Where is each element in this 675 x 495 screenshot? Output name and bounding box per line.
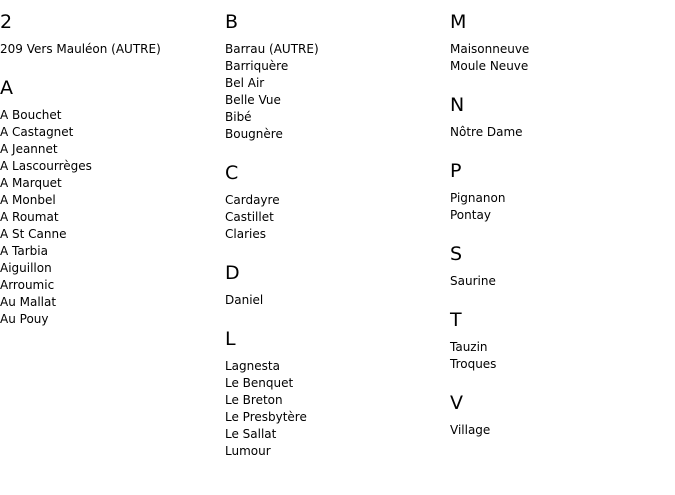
- letter-heading: M: [450, 11, 467, 33]
- place-link[interactable]: A Tarbia: [0, 244, 48, 258]
- place-link[interactable]: Lagnesta: [225, 359, 280, 373]
- place-link[interactable]: Cardayre: [225, 193, 280, 207]
- letter-heading: 2: [0, 11, 13, 33]
- place-list: [450, 124, 675, 141]
- index-column: [0, 0, 225, 328]
- place-link[interactable]: Bibé: [225, 110, 252, 124]
- place-link[interactable]: A Marquet: [0, 176, 62, 190]
- place-link[interactable]: A Lascourrèges: [0, 159, 92, 173]
- place-link[interactable]: Saurine: [450, 274, 496, 288]
- place-list: [450, 422, 675, 439]
- place-link[interactable]: Barriquère: [225, 59, 289, 73]
- place-link[interactable]: Bel Air: [225, 76, 265, 90]
- letter-group: [0, 77, 225, 328]
- letter-heading: A: [0, 77, 13, 99]
- letter-heading: P: [450, 160, 462, 182]
- letter-heading: T: [450, 309, 462, 331]
- place-list: [225, 41, 450, 143]
- place-list: [225, 358, 450, 460]
- place-link[interactable]: A Castagnet: [0, 125, 74, 139]
- letter-heading: V: [450, 392, 463, 414]
- letter-heading: B: [225, 11, 239, 33]
- letter-group: [225, 262, 450, 309]
- place-list: [450, 41, 675, 75]
- index-column: [450, 0, 675, 439]
- place-link[interactable]: Le Presbytère: [225, 410, 307, 424]
- letter-heading: D: [225, 262, 240, 284]
- letter-group: [225, 328, 450, 460]
- place-link[interactable]: Arroumic: [0, 278, 55, 292]
- place-link[interactable]: Le Benquet: [225, 376, 294, 390]
- place-link[interactable]: Aiguillon: [0, 261, 52, 275]
- letter-group: [225, 162, 450, 243]
- letter-group: [450, 309, 675, 373]
- letter-heading: L: [225, 328, 236, 350]
- letter-group: [450, 94, 675, 141]
- letter-heading: C: [225, 162, 239, 184]
- place-link[interactable]: Claries: [225, 227, 266, 241]
- place-link[interactable]: Bougnère: [225, 127, 283, 141]
- place-list: [450, 190, 675, 224]
- letter-heading: S: [450, 243, 463, 265]
- place-link[interactable]: Le Sallat: [225, 427, 277, 441]
- place-link[interactable]: Pignanon: [450, 191, 506, 205]
- place-link[interactable]: Castillet: [225, 210, 274, 224]
- index-column: [225, 0, 450, 460]
- place-link[interactable]: A Jeannet: [0, 142, 58, 156]
- place-link[interactable]: Village: [450, 423, 491, 437]
- place-link[interactable]: Daniel: [225, 293, 264, 307]
- letter-group: [225, 11, 450, 143]
- place-list: [450, 273, 675, 290]
- letter-group: [450, 392, 675, 439]
- place-link[interactable]: A Roumat: [0, 210, 59, 224]
- place-link[interactable]: Le Breton: [225, 393, 283, 407]
- place-link[interactable]: Lumour: [225, 444, 271, 458]
- place-list: [225, 292, 450, 309]
- letter-group: [450, 160, 675, 224]
- place-list: [450, 339, 675, 373]
- letter-group: [450, 243, 675, 290]
- place-link[interactable]: A St Canne: [0, 227, 67, 241]
- place-link[interactable]: A Monbel: [0, 193, 56, 207]
- place-link[interactable]: Au Mallat: [0, 295, 57, 309]
- place-link[interactable]: Pontay: [450, 208, 491, 222]
- place-list: [0, 107, 225, 328]
- place-link[interactable]: A Bouchet: [0, 108, 62, 122]
- letter-group: [450, 11, 675, 75]
- place-link[interactable]: Barrau (AUTRE): [225, 42, 319, 56]
- place-link[interactable]: 209 Vers Mauléon (AUTRE): [0, 42, 161, 56]
- place-link[interactable]: Maisonneuve: [450, 42, 530, 56]
- place-link[interactable]: Tauzin: [450, 340, 488, 354]
- place-link[interactable]: Belle Vue: [225, 93, 281, 107]
- place-link[interactable]: Au Pouy: [0, 312, 49, 326]
- letter-heading: N: [450, 94, 465, 116]
- place-link[interactable]: Moule Neuve: [450, 59, 529, 73]
- place-list: [0, 41, 225, 58]
- letter-group: [0, 11, 225, 58]
- place-link[interactable]: Nôtre Dame: [450, 125, 523, 139]
- place-link[interactable]: Troques: [450, 357, 497, 371]
- place-list: [225, 192, 450, 243]
